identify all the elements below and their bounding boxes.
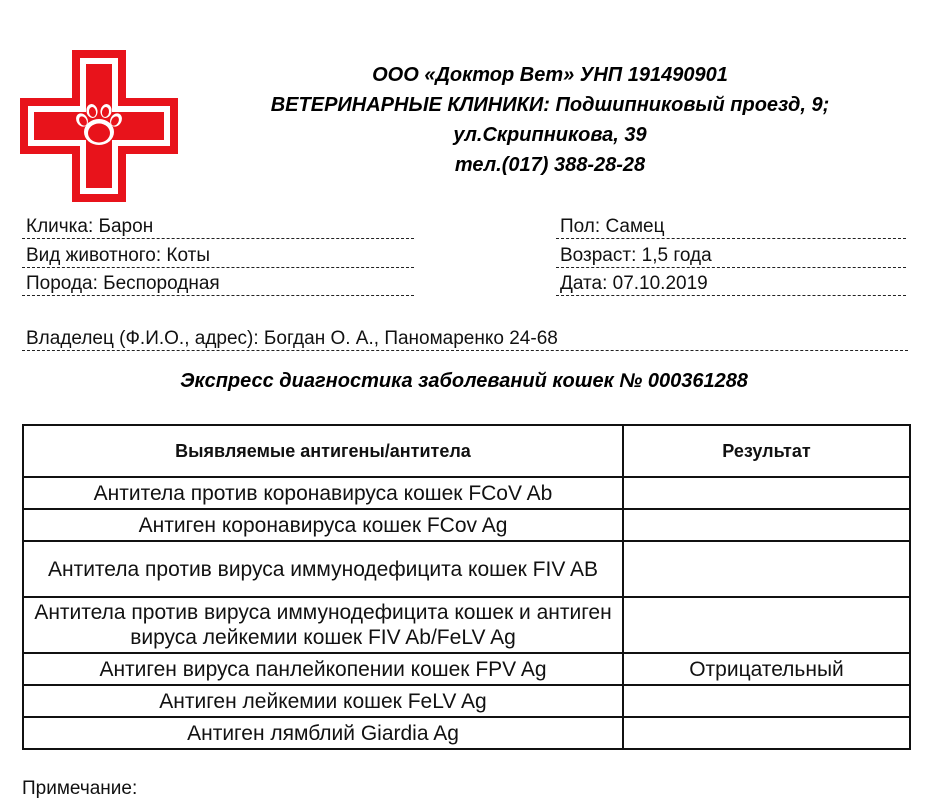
species-field: Вид животного: Коты	[22, 245, 414, 268]
clinic-name: ООО «Доктор Вет» УНП 191490901	[372, 64, 728, 86]
column-header-result: Результат	[623, 425, 910, 477]
age-field: Возраст: 1,5 года	[556, 245, 906, 268]
test-name: Антитела против вируса иммунодефицита кошек FIV AB	[23, 541, 623, 597]
test-result	[623, 597, 910, 653]
note-label: Примечание:	[22, 778, 138, 799]
table-row	[23, 477, 910, 509]
pet-name-field: Кличка: Барон	[22, 216, 414, 239]
table-row	[23, 541, 910, 597]
test-name: Антиген коронавируса кошек FCov Ag	[23, 509, 623, 541]
column-header-test: Выявляемые антигены/антитела	[23, 425, 623, 477]
test-result	[623, 717, 910, 749]
test-result	[623, 477, 910, 509]
results-table	[22, 424, 911, 750]
sex-field: Пол: Самец	[556, 216, 906, 239]
test-result	[623, 509, 910, 541]
table-row	[23, 717, 910, 749]
table-row	[23, 597, 910, 653]
table-row	[23, 653, 910, 685]
table-header-row	[23, 425, 910, 477]
breed-field: Порода: Беспородная	[22, 273, 414, 296]
owner-field: Владелец (Ф.И.О., адрес): Богдан О. А., Паномаренко 24-68	[22, 328, 908, 351]
clinic-addresses: ВЕТЕРИНАРНЫЕ КЛИНИКИ: Подшипниковый проезд, 9;	[270, 94, 830, 116]
test-result	[623, 541, 910, 597]
test-name: Антиген вируса панлейкопении кошек FPV Ag	[23, 653, 623, 685]
clinic-header	[190, 60, 910, 180]
table-row	[23, 509, 910, 541]
document-title: Экспресс диагностика заболеваний кошек № 000361288	[180, 370, 748, 392]
table-row	[23, 685, 910, 717]
clinic-address-2: ул.Скрипникова, 39	[453, 124, 647, 146]
test-name: Антитела против коронавируса кошек FCoV Ab	[23, 477, 623, 509]
clinic-phone: тел.(017) 388-28-28	[454, 154, 646, 176]
test-name: Антиген лямблий Giardia Ag	[23, 717, 623, 749]
date-field: Дата: 07.10.2019	[556, 273, 906, 296]
test-name: Антитела против вируса иммунодефицита кошек и антиген вируса лейкемии кошек FIV Ab/FeLV Ag	[23, 597, 623, 653]
test-result	[623, 685, 910, 717]
test-result: Отрицательный	[623, 653, 910, 685]
test-name: Антиген лейкемии кошек FeLV Ag	[23, 685, 623, 717]
red-cross-paw-icon	[20, 50, 178, 202]
